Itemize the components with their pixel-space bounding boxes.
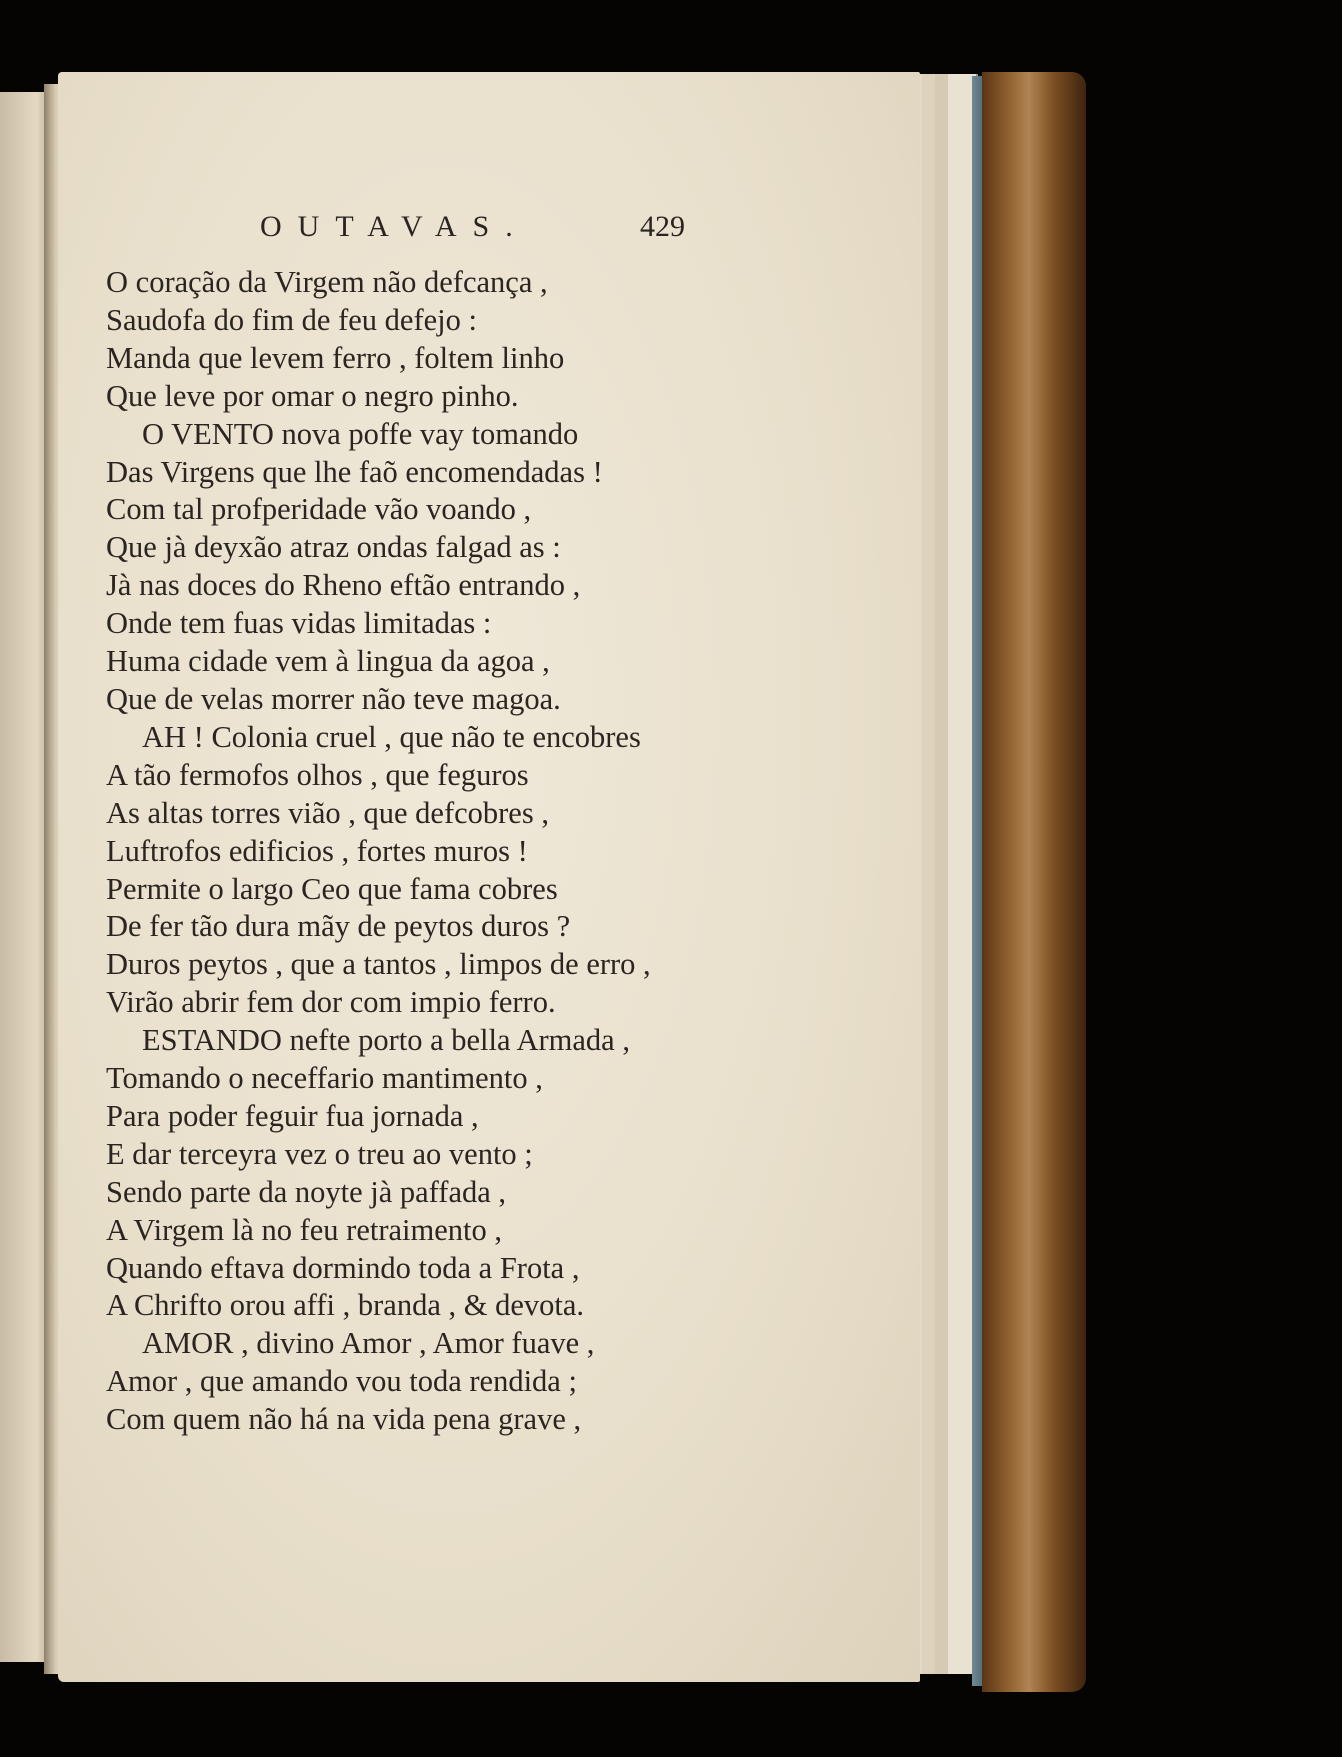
- poem-line: Que leve por omar o negro pinho.: [106, 378, 519, 413]
- page-text: [106, 210, 746, 1439]
- poem-body: [106, 264, 746, 1439]
- poem-line: Huma cidade vem à lingua da agoa ,: [106, 644, 550, 679]
- poem-line: Com quem não há na vida pena grave ,: [106, 1402, 582, 1437]
- poem-line: A tão fermofos olhos , que feguros: [106, 757, 529, 792]
- poem-line: Onde tem fuas vidas limitadas :: [106, 606, 492, 641]
- poem-line: Quando eftava dormindo toda a Frota ,: [106, 1250, 580, 1285]
- poem-line: Duros peytos , que a tantos , limpos de erro ,: [106, 947, 651, 982]
- page-header: [106, 210, 746, 258]
- poem-line: Saudofa do fim de feu defejo :: [106, 302, 477, 337]
- poem-line: A Virgem là no feu retraimento ,: [106, 1212, 502, 1247]
- poem-line: AMOR , divino Amor , Amor fuave ,: [142, 1326, 595, 1361]
- poem-line: Que de velas morrer não teve magoa.: [106, 681, 561, 716]
- poem-line: As altas torres vião , que defcobres ,: [106, 795, 549, 830]
- poem-line: Jà nas doces do Rheno eftão entrando ,: [106, 568, 581, 603]
- poem-line: Amor , que amando vou toda rendida ;: [106, 1364, 577, 1399]
- poem-line: AH ! Colonia cruel , que não te encobres: [142, 719, 641, 754]
- poem-line: O coração da Virgem não defcança ,: [106, 265, 548, 299]
- running-title: OUTAVAS.: [260, 210, 529, 243]
- poem-line: Luftrofos edificios , fortes muros !: [106, 833, 528, 868]
- poem-line: Com tal profperidade vão voando ,: [106, 492, 532, 527]
- poem-line: Das Virgens que lhe faõ encomendadas !: [106, 454, 603, 489]
- page-number: 429: [640, 210, 685, 243]
- poem-line: O VENTO nova poffe vay tomando: [142, 416, 579, 451]
- poem-line: Manda que levem ferro , foltem linho: [106, 340, 565, 375]
- poem-line: Virão abrir fem dor com impio ferro.: [106, 985, 556, 1020]
- poem-line: E dar terceyra vez o treu ao vento ;: [106, 1136, 533, 1171]
- poem-line: De fer tão dura mãy de peytos duros ?: [106, 909, 571, 944]
- poem-line: A Chrifto orou affi , branda , & devota.: [106, 1288, 585, 1323]
- poem-line: Sendo parte da noyte jà paffada ,: [106, 1174, 507, 1209]
- poem-line: Para poder feguir fua jornada ,: [106, 1098, 479, 1133]
- poem-line: ESTANDO nefte porto a bella Armada ,: [142, 1023, 630, 1058]
- poem-line: Que jà deyxão atraz ondas falgad as :: [106, 530, 561, 565]
- leather-cover: [982, 72, 1086, 1692]
- poem-line: Permite o largo Ceo que fama cobres: [106, 871, 558, 906]
- poem-line: Tomando o neceffario mantimento ,: [106, 1061, 543, 1096]
